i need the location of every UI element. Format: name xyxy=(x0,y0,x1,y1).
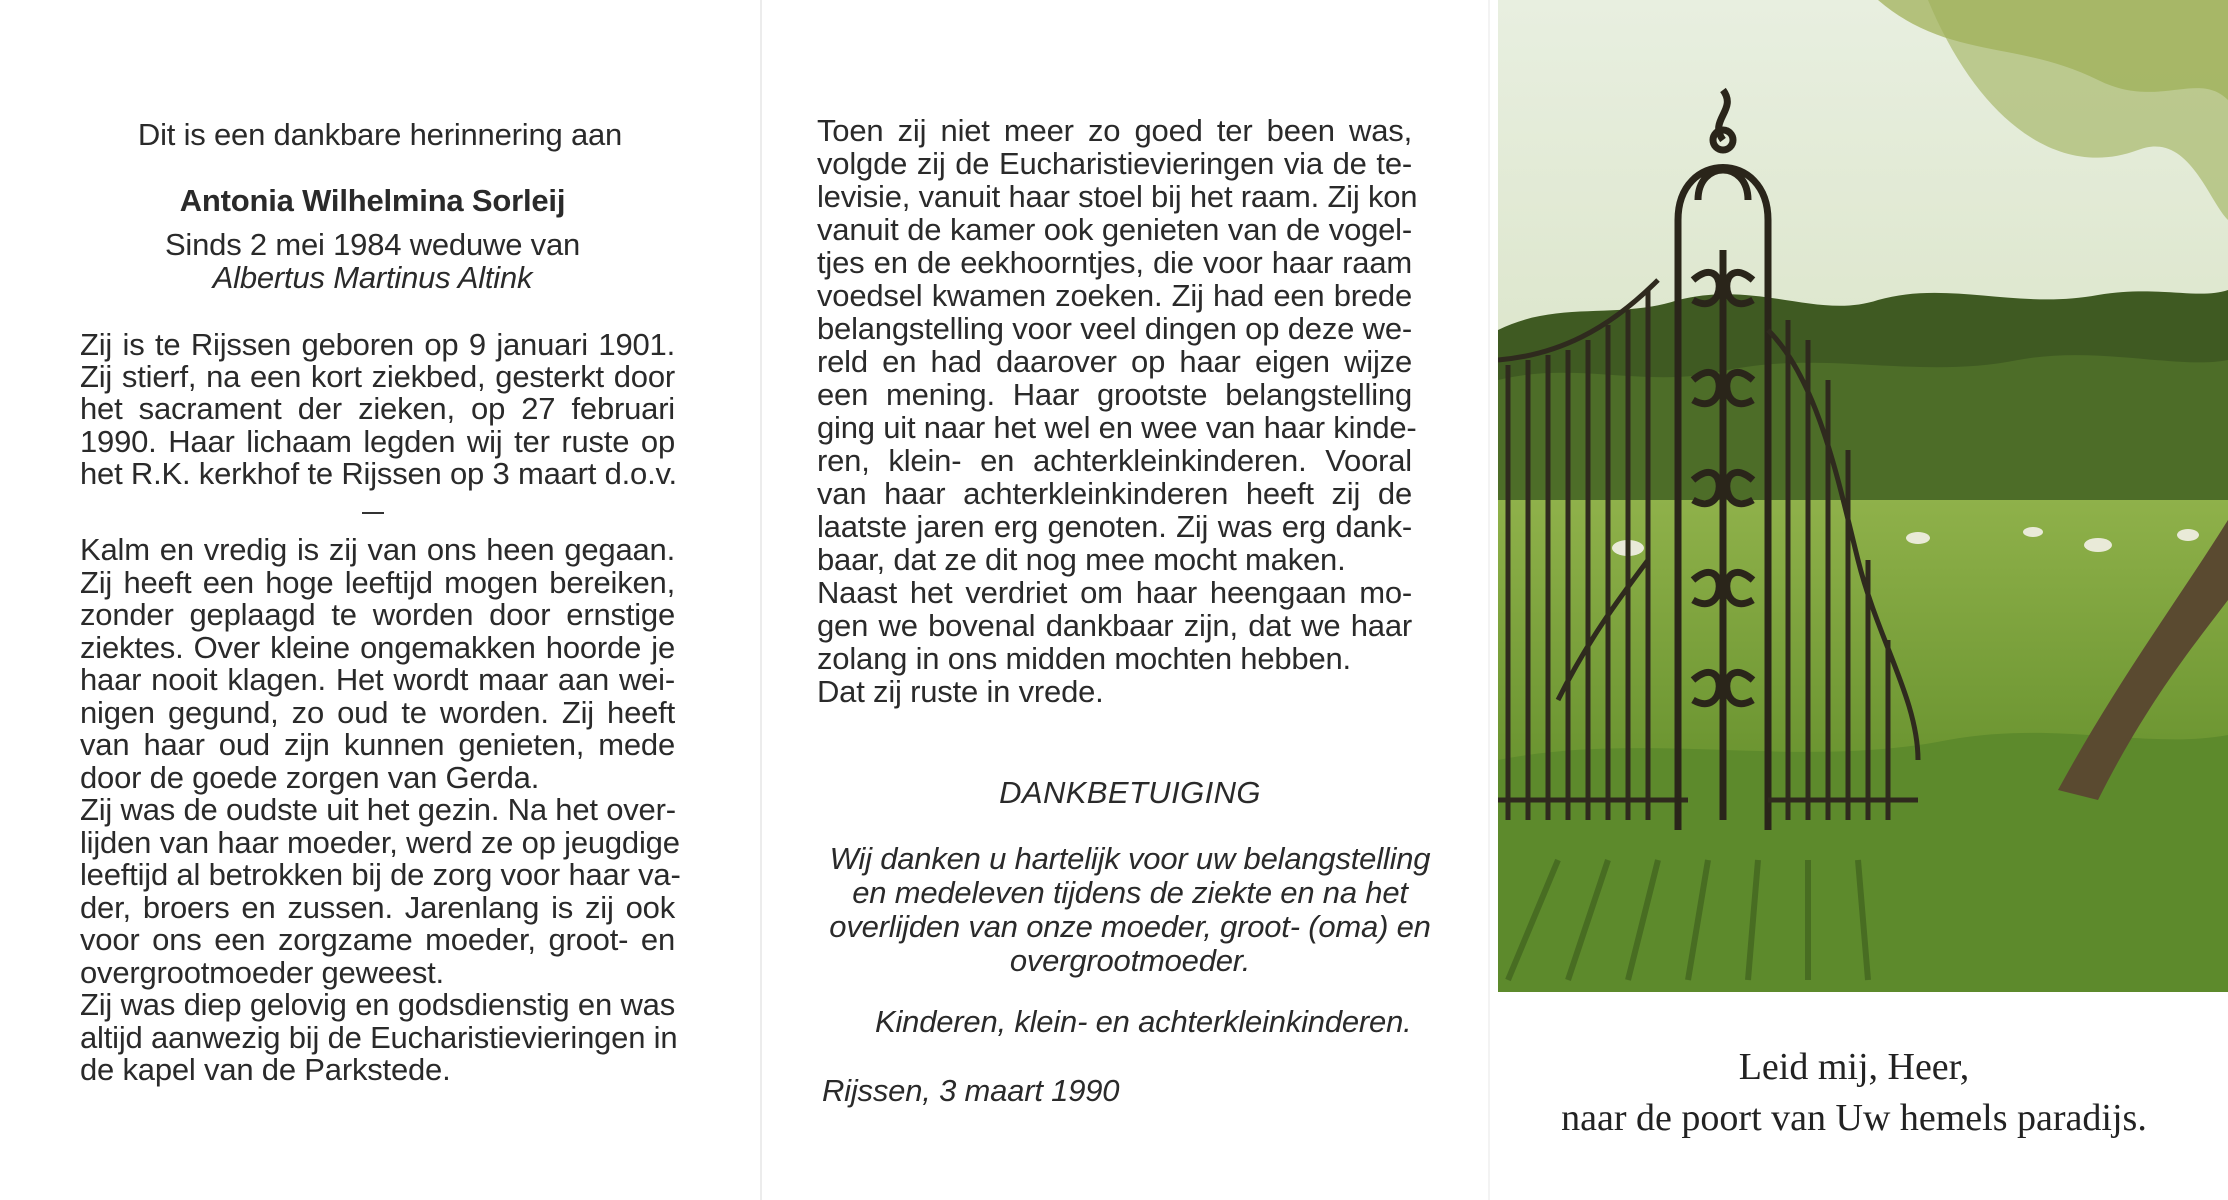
text-line: overlijden van onze moeder, groot- (oma) en xyxy=(829,909,1431,944)
widow-since: Sinds 2 mei 1984 weduwe van xyxy=(164,227,581,262)
text-line: het sacrament der zieken, op 27 februari xyxy=(80,391,675,426)
caption-line-1: Leid mij, Heer, xyxy=(1738,1046,1970,1088)
text-line: Zij heeft een hoge leeftijd mogen bereiken, xyxy=(80,565,675,600)
gate-illustration xyxy=(1498,0,2228,992)
text-line: ren, klein- en achterkleinkinderen. Vooral xyxy=(817,443,1412,478)
text-line: zonder geplaagd te worden door ernstige xyxy=(80,597,675,632)
text-line: haar nooit klagen. Het wordt maar aan wei- xyxy=(80,662,675,697)
text-line: lijden van haar moeder, werd ze op jeugdige xyxy=(80,825,680,860)
text-line: Kalm en vredig is zij van ons heen gegaan. xyxy=(80,532,675,567)
text-line: leeftijd al betrokken bij de zorg voor haar va- xyxy=(80,857,681,892)
text-line: altijd aanwezig bij de Eucharistievieringen in xyxy=(80,1020,678,1055)
intro-text: Dit is een dankbare herinnering aan xyxy=(137,117,623,152)
text-line: volgde zij de Eucharistievieringen via de te- xyxy=(817,146,1412,181)
text-line: overgrootmoeder. xyxy=(1009,943,1251,978)
text-line: Dat zij ruste in vrede. xyxy=(817,674,1104,709)
text-line: levisie, vanuit haar stoel bij het raam. Zij kon xyxy=(817,179,1418,214)
text-line: voedsel kwamen zoeken. Zij had een brede xyxy=(817,278,1412,313)
left-panel xyxy=(0,0,760,1200)
text-line: overgrootmoeder geweest. xyxy=(80,955,444,990)
text-line: Wij danken u hartelijk voor uw belangstelling xyxy=(829,841,1431,876)
text-line: van haar oud zijn kunnen genieten, mede xyxy=(80,727,675,762)
text-line: vanuit de kamer ook genieten van de vogel- xyxy=(817,212,1412,247)
text-line: tjes en de eekhoorntjes, die voor haar raam xyxy=(817,245,1412,280)
fold-line xyxy=(1488,0,1490,1200)
text-line: belangstelling voor veel dingen op deze we- xyxy=(817,311,1412,346)
separator-dash xyxy=(362,512,384,514)
text-line: der, broers en zussen. Jarenlang is zij ook xyxy=(80,890,675,925)
text-line: voor ons een zorgzame moeder, groot- en xyxy=(80,922,675,957)
text-line: baar, dat ze dit nog mee mocht maken. xyxy=(817,542,1346,577)
text-line: een mening. Haar grootste belangstelling xyxy=(817,377,1412,412)
text-line: de kapel van de Parkstede. xyxy=(80,1052,451,1087)
text-line: laatste jaren erg genoten. Zij was erg dank- xyxy=(817,509,1412,544)
text-line: reld en had daarover op haar eigen wijze xyxy=(817,344,1412,379)
text-line: Zij was de oudste uit het gezin. Na het over- xyxy=(80,792,676,827)
text-line: Zij is te Rijssen geboren op 9 januari 1901. xyxy=(80,327,675,362)
text-line: van haar achterkleinkinderen heeft zij de xyxy=(817,476,1412,511)
place-date: Rijssen, 3 maart 1990 xyxy=(822,1073,1120,1108)
text-line: zolang in ons midden mochten hebben. xyxy=(817,641,1351,676)
middle-panel xyxy=(760,0,1500,1200)
signature: Kinderen, klein- en achterkleinkinderen. xyxy=(875,1004,1412,1039)
text-line: Naast het verdriet om haar heengaan mo- xyxy=(817,575,1412,610)
text-line: Toen zij niet meer zo goed ter been was, xyxy=(817,113,1412,148)
text-line: nigen gegund, zo oud te worden. Zij heeft xyxy=(80,695,675,730)
text-line: door de goede zorgen van Gerda. xyxy=(80,760,540,795)
husband-name: Albertus Martinus Altink xyxy=(212,260,533,295)
text-line: 1990. Haar lichaam legden wij ter ruste op xyxy=(80,424,675,459)
text-line: ging uit naar het wel en wee van haar kinde- xyxy=(817,410,1417,445)
deceased-name: Antonia Wilhelmina Sorleij xyxy=(179,183,566,218)
gate-photo xyxy=(1498,0,2228,992)
text-line: ziektes. Over kleine ongemakken hoorde je xyxy=(80,630,675,665)
text-line: en medeleven tijdens de ziekte en na het xyxy=(852,875,1408,910)
text-line: gen we bovenal dankbaar zijn, dat we haar xyxy=(817,608,1412,643)
text-line: Zij stierf, na een kort ziekbed, gesterkt door xyxy=(80,359,675,394)
caption-line-2: naar de poort van Uw hemels paradijs. xyxy=(1561,1097,2147,1139)
text-line: Zij was diep gelovig en godsdienstig en was xyxy=(80,987,675,1022)
text-line: het R.K. kerkhof te Rijssen op 3 maart d.o.v. xyxy=(80,456,677,491)
thanks-title: DANKBETUIGING xyxy=(999,775,1261,810)
